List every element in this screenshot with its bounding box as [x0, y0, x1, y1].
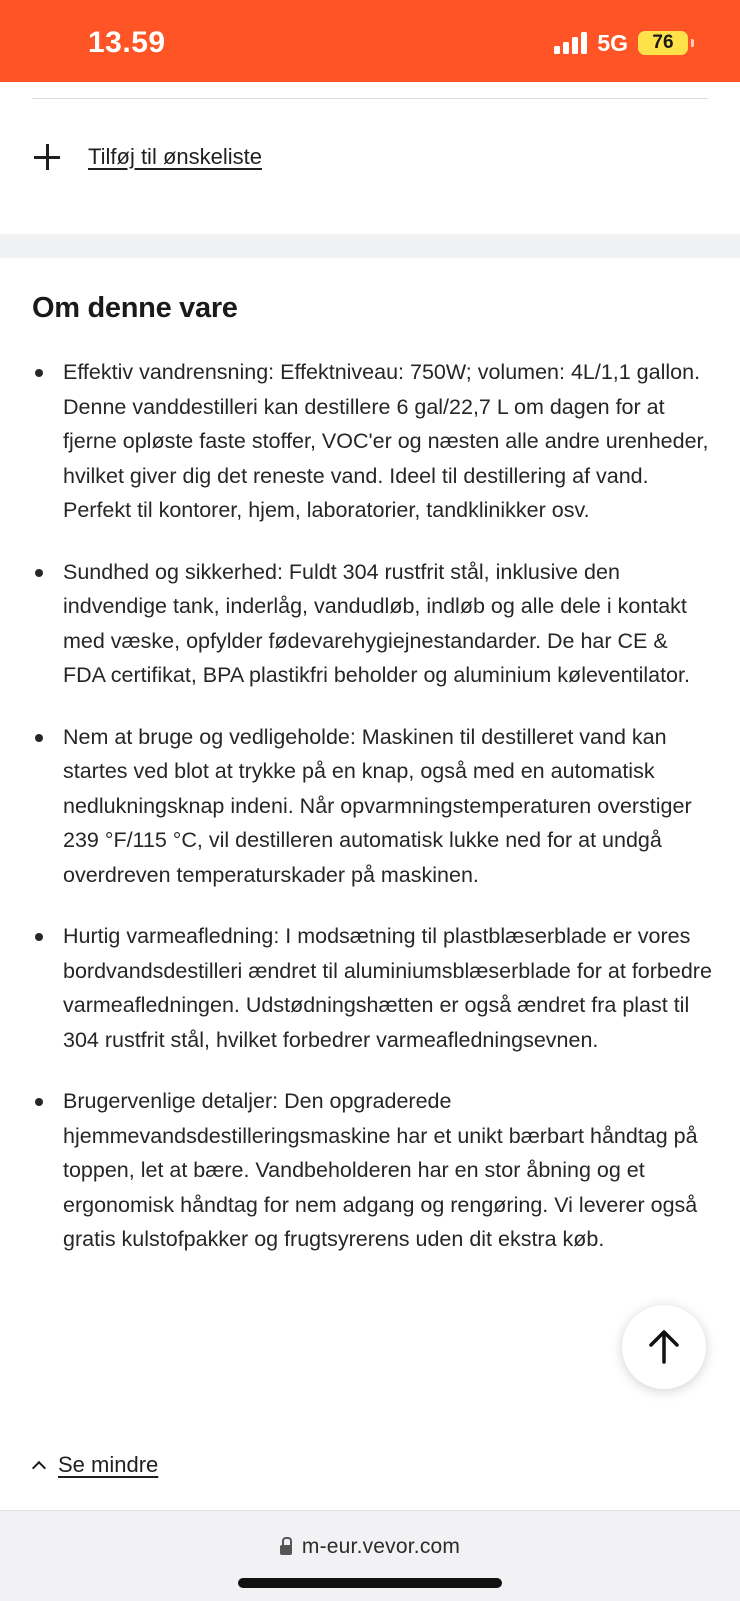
- plus-icon: [34, 144, 60, 170]
- bullet-icon: [35, 734, 43, 742]
- lock-icon: [280, 1542, 292, 1556]
- network-type: 5G: [597, 29, 628, 56]
- status-bar: [0, 0, 740, 82]
- status-indicators: [554, 30, 688, 56]
- arrow-up-icon: [647, 1329, 681, 1365]
- home-indicator[interactable]: [238, 1578, 502, 1588]
- chevron-up-icon: [32, 1460, 46, 1474]
- feature-text: Brugervenlige detaljer: Den opgraderede hjemmevandsdestilleringsmaskine har et unikt bærbart håndtag på toppen, let at bære. Vandbeholderen har en stor åbning og et ergonomisk håndtag for nem adgang og rengøring. Vi leverer også gratis kulstofpakker og frugtsyrerens uden dit ekstra køb.: [63, 1089, 698, 1251]
- section-separator: [0, 234, 740, 258]
- bullet-icon: [35, 1098, 43, 1106]
- divider: [32, 98, 708, 99]
- feature-item: [32, 919, 712, 1057]
- feature-item: [32, 1084, 712, 1257]
- status-time: 13.59: [88, 26, 166, 59]
- scroll-to-top-button[interactable]: [622, 1305, 706, 1389]
- url-text: m-eur.vevor.com: [301, 1535, 461, 1558]
- feature-text: Effektiv vandrensning: Effektniveau: 750W; volumen: 4L/1,1 gallon. Denne vanddestilleri kan destillere 6 gal/22,7 L om dagen for at fjerne opløste faste stoffer, VOC'er og næsten alle andre urenheder, hvilket giver dig det reneste vand. Ideel til destillering af vand. Perfekt til kontorer, hjem, laboratorier, tandklinikker osv.: [63, 360, 709, 522]
- section-title: Om denne vare: [32, 292, 238, 324]
- battery-level: 76: [652, 32, 674, 53]
- see-less-button[interactable]: [34, 1452, 158, 1478]
- feature-item: [32, 720, 712, 893]
- feature-text: Nem at bruge og vedligeholde: Maskinen til destilleret vand kan startes ved blot at trykke på en knap, også med en automatisk nedlukningsknap indeni. Når opvarmningstemperaturen overstiger 239 °F/115 °C, vil destilleren automatisk lukke ned for at undgå overdreven temperaturskader på maskinen.: [63, 724, 692, 887]
- bullet-icon: [35, 369, 43, 377]
- bullet-icon: [35, 569, 43, 577]
- feature-item: [32, 555, 712, 693]
- battery-icon: [638, 31, 688, 55]
- signal-icon: [554, 32, 587, 54]
- feature-item: [32, 355, 712, 528]
- add-to-wishlist-label: Tilføj til ønskeliste: [88, 144, 262, 169]
- feature-text: Sundhed og sikkerhed: Fuldt 304 rustfrit stål, inklusive den indvendige tank, inderlåg, vandudløb, indløb og alle dele i kontakt med væske, opfylder fødevarehygiejnestandarder. De har CE & FDA certifikat, BPA plastikfri beholder og aluminium køleventilator.: [63, 559, 690, 687]
- see-less-label: Se mindre: [58, 1452, 159, 1477]
- feature-text: Hurtig varmeafledning: I modsætning til plastblæserblade er vores bordvandsdestilleri ændret til aluminiumsblæserblade for at forbedre varmeafledningen. Udstødningshætten er også ændret fra plast til 304 rustfrit stål, hvilket forbedrer varmeafledningsevnen.: [63, 924, 712, 1052]
- bullet-icon: [35, 933, 43, 941]
- add-to-wishlist-button[interactable]: [34, 144, 262, 170]
- feature-list: [32, 355, 712, 1284]
